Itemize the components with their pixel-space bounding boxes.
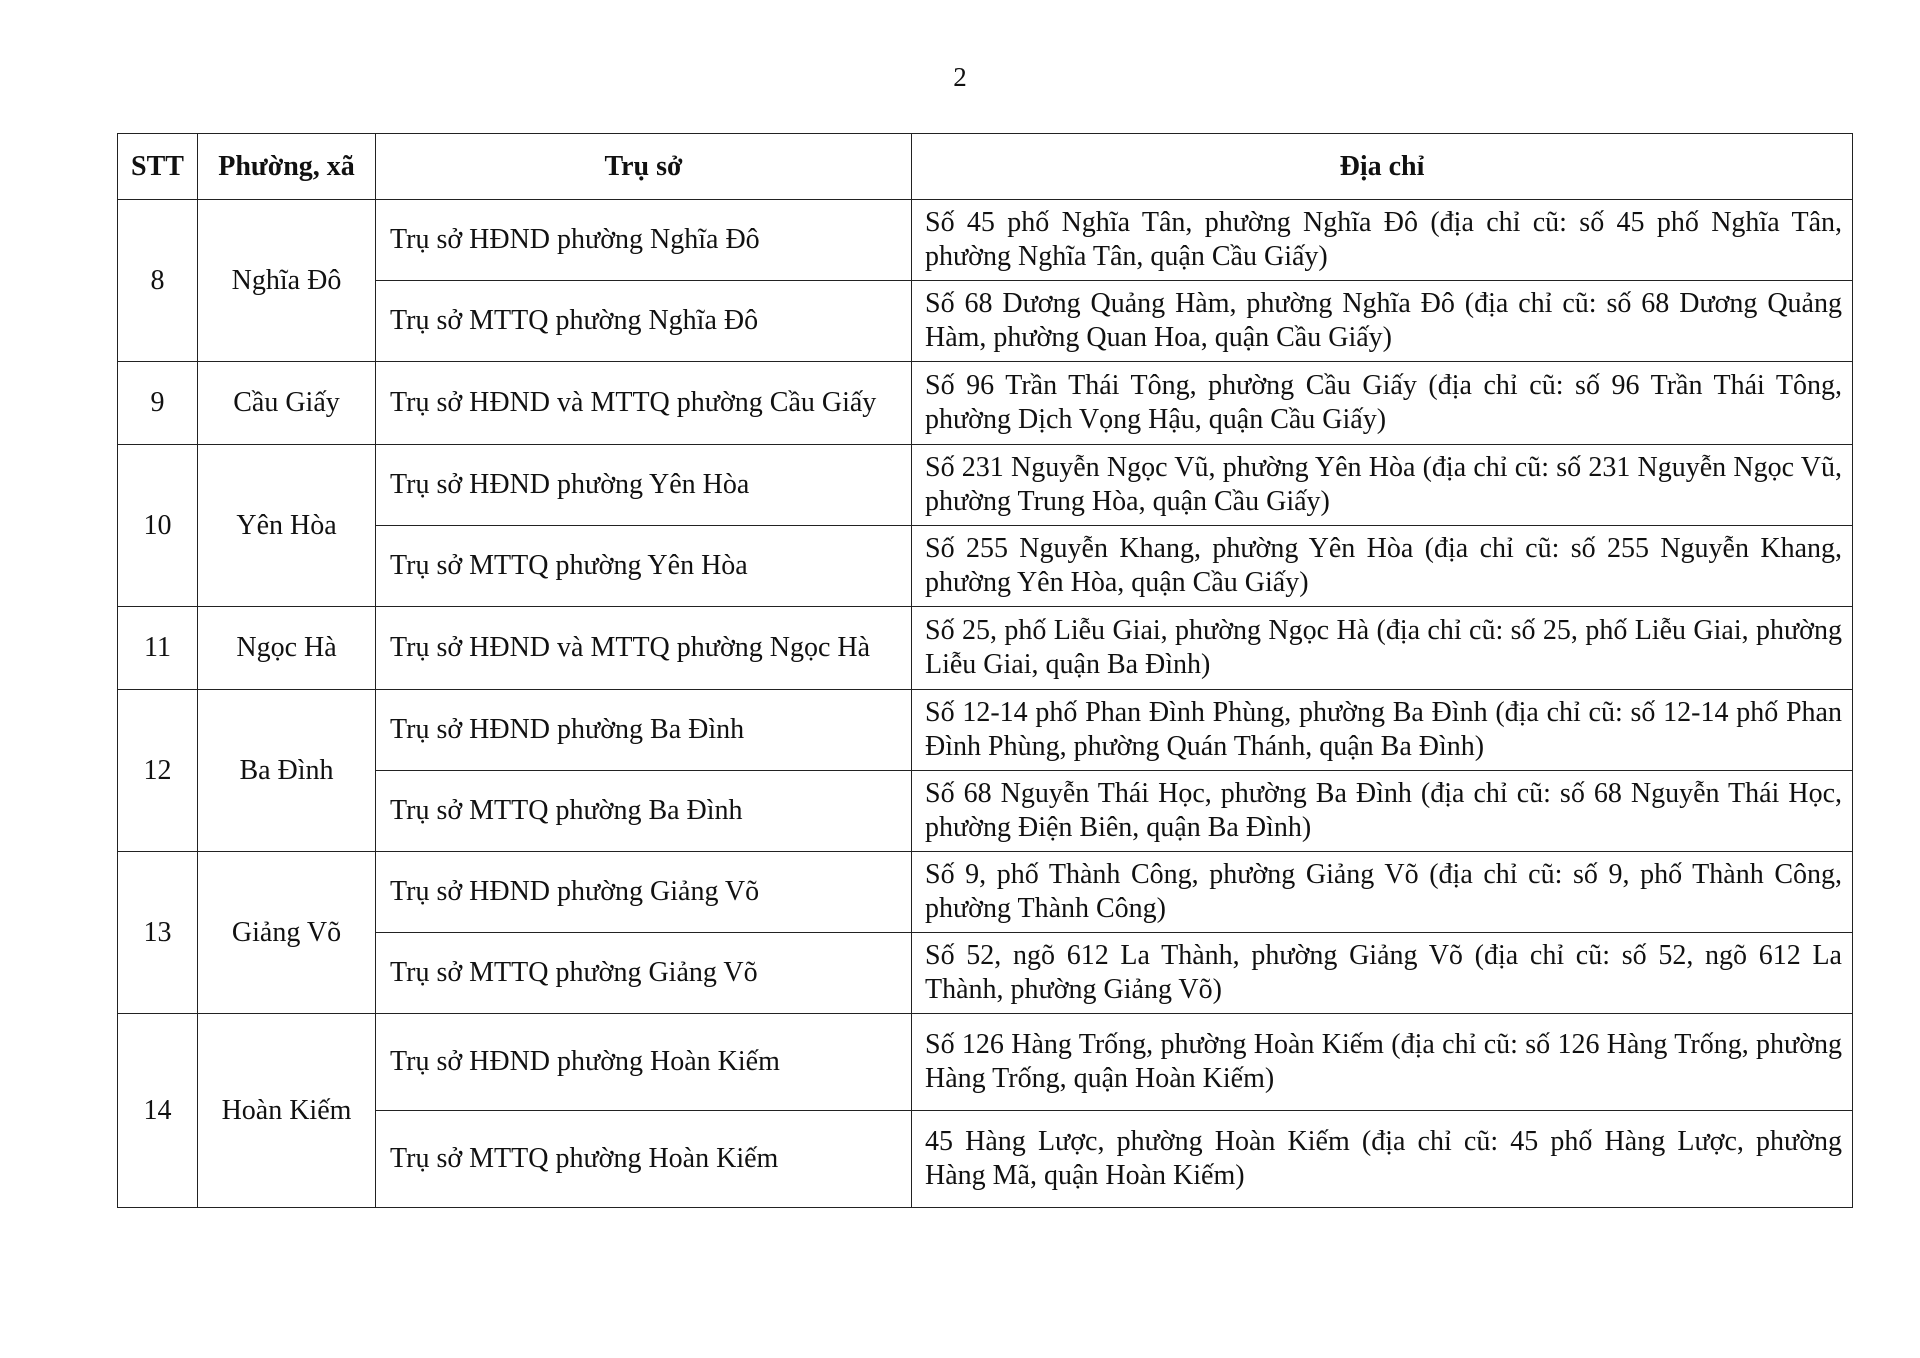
stt-cell: 8 (118, 200, 198, 362)
address-table (117, 133, 1853, 1208)
office-cell: Trụ sở HĐND phường Hoàn Kiếm (376, 1014, 912, 1111)
header-office: Trụ sở (376, 134, 912, 200)
office-cell: Trụ sở MTTQ phường Ba Đình (376, 771, 912, 852)
table-row (118, 445, 1853, 526)
page-number: 2 (953, 62, 967, 92)
header-address: Địa chỉ (912, 134, 1853, 200)
stt-cell: 12 (118, 690, 198, 852)
ward-cell: Ba Đình (198, 690, 376, 852)
office-cell: Trụ sở MTTQ phường Nghĩa Đô (376, 281, 912, 362)
table-row (118, 281, 1853, 362)
address-cell: Số 52, ngõ 612 La Thành, phường Giảng Võ (địa chỉ cũ: số 52, ngõ 612 La Thành, phường Giảng Võ) (912, 933, 1853, 1014)
address-cell: Số 68 Nguyễn Thái Học, phường Ba Đình (địa chỉ cũ: số 68 Nguyễn Thái Học, phường Điện Biên, quận Ba Đình) (912, 771, 1853, 852)
ward-cell: Cầu Giấy (198, 362, 376, 445)
address-cell: Số 126 Hàng Trống, phường Hoàn Kiếm (địa chỉ cũ: số 126 Hàng Trống, phường Hàng Trống, quận Hoàn Kiếm) (912, 1014, 1853, 1111)
ward-cell: Hoàn Kiếm (198, 1014, 376, 1208)
table-row (118, 200, 1853, 281)
address-cell: Số 96 Trần Thái Tông, phường Cầu Giấy (địa chỉ cũ: số 96 Trần Thái Tông, phường Dịch Vọng Hậu, quận Cầu Giấy) (912, 362, 1853, 445)
ward-cell: Ngọc Hà (198, 607, 376, 690)
stt-cell: 9 (118, 362, 198, 445)
table-row (118, 852, 1853, 933)
office-cell: Trụ sở MTTQ phường Hoàn Kiếm (376, 1111, 912, 1208)
address-cell: Số 25, phố Liễu Giai, phường Ngọc Hà (địa chỉ cũ: số 25, phố Liễu Giai, phường Liễu Giai, quận Ba Đình) (912, 607, 1853, 690)
address-cell: Số 12-14 phố Phan Đình Phùng, phường Ba Đình (địa chỉ cũ: số 12-14 phố Phan Đình Phùng, phường Quán Thánh, quận Ba Đình) (912, 690, 1853, 771)
ward-cell: Giảng Võ (198, 852, 376, 1014)
address-cell: Số 68 Dương Quảng Hàm, phường Nghĩa Đô (địa chỉ cũ: số 68 Dương Quảng Hàm, phường Quan Hoa, quận Cầu Giấy) (912, 281, 1853, 362)
stt-cell: 14 (118, 1014, 198, 1208)
address-cell: Số 231 Nguyễn Ngọc Vũ, phường Yên Hòa (địa chỉ cũ: số 231 Nguyễn Ngọc Vũ, phường Trung Hòa, quận Cầu Giấy) (912, 445, 1853, 526)
table-row (118, 607, 1853, 690)
address-cell: 45 Hàng Lược, phường Hoàn Kiếm (địa chỉ cũ: 45 phố Hàng Lược, phường Hàng Mã, quận Hoàn Kiếm) (912, 1111, 1853, 1208)
table-row (118, 771, 1853, 852)
header-ward: Phường, xã (198, 134, 376, 200)
stt-cell: 11 (118, 607, 198, 690)
office-cell: Trụ sở MTTQ phường Yên Hòa (376, 526, 912, 607)
office-cell: Trụ sở HĐND và MTTQ phường Ngọc Hà (376, 607, 912, 690)
address-cell: Số 45 phố Nghĩa Tân, phường Nghĩa Đô (địa chỉ cũ: số 45 phố Nghĩa Tân, phường Nghĩa Tân, quận Cầu Giấy) (912, 200, 1853, 281)
office-cell: Trụ sở HĐND phường Giảng Võ (376, 852, 912, 933)
table-row (118, 1111, 1853, 1208)
table-row (118, 1014, 1853, 1111)
office-cell: Trụ sở MTTQ phường Giảng Võ (376, 933, 912, 1014)
table-row (118, 933, 1853, 1014)
header-stt: STT (118, 134, 198, 200)
office-cell: Trụ sở HĐND phường Yên Hòa (376, 445, 912, 526)
office-cell: Trụ sở HĐND phường Ba Đình (376, 690, 912, 771)
address-cell: Số 9, phố Thành Công, phường Giảng Võ (địa chỉ cũ: số 9, phố Thành Công, phường Thành Công) (912, 852, 1853, 933)
table-row (118, 526, 1853, 607)
table-header-row (118, 134, 1853, 200)
ward-cell: Yên Hòa (198, 445, 376, 607)
office-cell: Trụ sở HĐND và MTTQ phường Cầu Giấy (376, 362, 912, 445)
address-cell: Số 255 Nguyễn Khang, phường Yên Hòa (địa chỉ cũ: số 255 Nguyễn Khang, phường Yên Hòa, quận Cầu Giấy) (912, 526, 1853, 607)
office-cell: Trụ sở HĐND phường Nghĩa Đô (376, 200, 912, 281)
table-row (118, 690, 1853, 771)
ward-cell: Nghĩa Đô (198, 200, 376, 362)
table-row (118, 362, 1853, 445)
stt-cell: 10 (118, 445, 198, 607)
stt-cell: 13 (118, 852, 198, 1014)
